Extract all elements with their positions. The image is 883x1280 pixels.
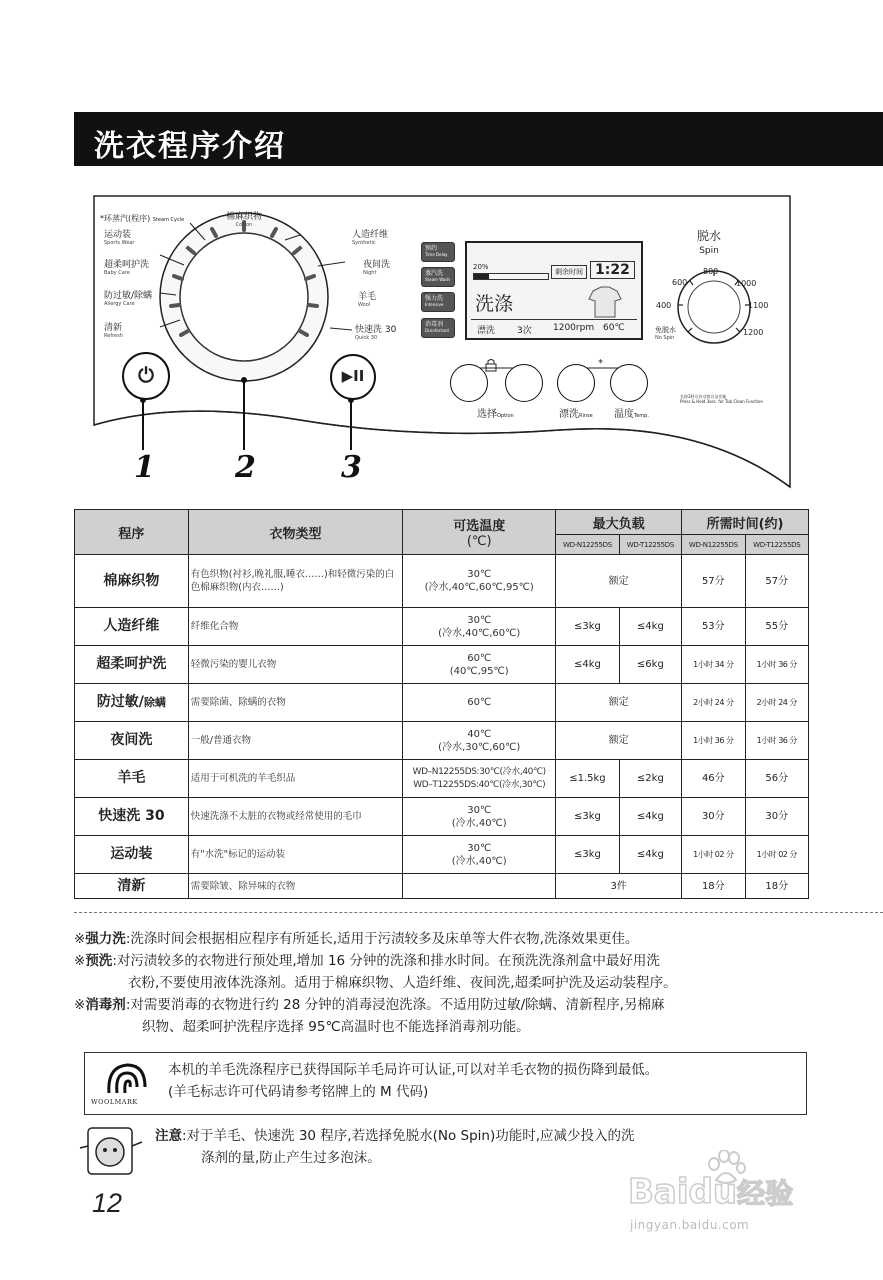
spin-nospin-zh: 免脱水 — [655, 326, 676, 334]
row-time-b: 2小时 24 分 — [745, 684, 808, 722]
lcd-display — [465, 241, 643, 340]
watermark-cn: 经验 — [737, 1177, 794, 1210]
row-name: 人造纤维 — [75, 608, 189, 646]
control-panel-diagram — [0, 0, 883, 500]
header-temp-label: 可选温度 — [453, 519, 506, 534]
row-temp-options: (冷水,40℃,60℃,95℃) — [424, 582, 534, 593]
row-temp — [403, 760, 556, 798]
spin-nospin[interactable] — [655, 325, 676, 341]
header-load-model-b: WD-T12255DS — [619, 535, 681, 555]
row-load-a: ≤4kg — [556, 646, 619, 684]
program-label-wool-en: Wool — [358, 302, 371, 308]
row-temp — [403, 722, 556, 760]
power-button[interactable] — [122, 352, 170, 400]
header-load-model-a: WD-N12255DS — [556, 535, 619, 555]
rinse-label-en: Rinse — [579, 413, 593, 419]
woolmark-text — [168, 1059, 798, 1103]
program-label-night-en: Night — [363, 270, 377, 276]
program-label-refresh — [104, 323, 123, 339]
tub-clean-note-zh: 长按3秒可启动筒自洁功能 — [680, 394, 727, 399]
program-label-wool — [358, 292, 376, 308]
lcd-status: 洗涤 — [475, 293, 514, 315]
program-label-cotton-en: Cotton — [235, 222, 253, 228]
row-time-a: 2小时 24 分 — [682, 684, 745, 722]
intensive-button[interactable] — [421, 292, 455, 312]
temp-label — [614, 410, 649, 421]
table-row — [75, 608, 809, 646]
caution-term: 注意 — [155, 1128, 182, 1144]
row-temp — [403, 874, 556, 899]
spin-1100[interactable]: 1100 — [748, 301, 769, 310]
row-name: 运动装 — [75, 836, 189, 874]
program-table — [74, 509, 809, 899]
row-load-b: ≤4kg — [619, 836, 681, 874]
intensive-label: 强力洗 — [425, 295, 444, 302]
row-temp-main: 30℃ — [467, 569, 492, 580]
note-mark: ※ — [74, 997, 86, 1013]
program-label-refresh-zh: 清新 — [104, 323, 123, 333]
row-type: 轻微污染的婴儿衣物 — [188, 646, 402, 684]
rinse-label — [559, 410, 593, 421]
row-load: 额定 — [556, 722, 682, 760]
section-divider — [74, 912, 883, 913]
note-prewash — [74, 950, 814, 994]
woolmark-box — [84, 1052, 807, 1115]
spin-600[interactable]: 600 — [672, 278, 688, 287]
row-type: 快速洗涤不太脏的衣物或经常使用的毛巾 — [188, 798, 402, 836]
row-temp — [403, 798, 556, 836]
row-temp-main: 30℃ — [467, 842, 492, 854]
row-type: 需要除菌、除螨的衣物 — [188, 684, 402, 722]
row-time-a: 30分 — [682, 798, 745, 836]
woolmark-line1: 本机的羊毛洗涤程序已获得国际羊毛局许可认证,可以对羊毛衣物的损伤降到最低。 — [168, 1062, 659, 1078]
steam-wash-label-en: Steam Wash — [425, 277, 450, 282]
row-temp-options: (40℃,95℃) — [449, 665, 509, 677]
note-intensive — [74, 928, 814, 950]
intensive-label-en: Intensive — [425, 302, 444, 307]
program-label-allergy — [104, 291, 152, 307]
row-temp-options: (冷水,40℃) — [451, 817, 507, 829]
lcd-remaining-label: 剩余时间 — [551, 265, 587, 279]
lcd-progress-text: 20% — [473, 263, 489, 271]
row-load-a: ≤1.5kg — [556, 760, 619, 798]
row-temp-options: (冷水,40℃) — [451, 855, 507, 867]
temp-button[interactable] — [610, 364, 648, 402]
header-program: 程序 — [75, 510, 189, 555]
steam-cycle-label: *环蒸汽(程序) — [100, 214, 151, 223]
program-label-quick30 — [355, 325, 396, 341]
option-button-right[interactable] — [505, 364, 543, 402]
row-temp-main: WD–N12255DS:30℃(冷水,40℃) — [412, 766, 546, 777]
row-type: 适用于可机洗的羊毛织品 — [188, 760, 402, 798]
row-load-a: ≤3kg — [556, 798, 619, 836]
note-mark: ※ — [74, 931, 86, 947]
table-row — [75, 760, 809, 798]
row-time-b: 1小时 36 分 — [745, 646, 808, 684]
header-time-model-a: WD-N12255DS — [682, 535, 745, 555]
spin-nospin-en: No Spin — [655, 335, 675, 341]
row-temp-options: (冷水,40℃,60℃) — [438, 627, 521, 639]
program-label-synthetic-zh: 人造纤维 — [352, 230, 389, 240]
callout-number-2: 2 — [235, 450, 256, 485]
program-label-night — [363, 260, 390, 276]
row-time-a: 57分 — [682, 555, 745, 608]
row-time-b: 18分 — [745, 874, 808, 899]
lcd-rinse-label: 漂洗 — [477, 326, 496, 336]
row-temp-main: 40℃ — [467, 728, 492, 740]
lcd-rinse-count: 3次 — [517, 326, 532, 336]
note-mark: ※ — [74, 953, 86, 969]
lcd-temp: 60℃ — [603, 323, 625, 333]
steam-cycle-label-en: Steam Cycle — [152, 217, 185, 223]
program-label-quick30-en: Quick 30 — [355, 335, 378, 341]
header-time: 所需时间(约) — [682, 510, 809, 535]
table-row — [75, 684, 809, 722]
row-name — [75, 684, 189, 722]
note-disinfectant — [74, 994, 814, 1038]
row-time-b: 1小时 36 分 — [745, 722, 808, 760]
tub-clean-star-icon: * — [598, 358, 603, 369]
lcd-rpm: 1200rpm — [553, 323, 595, 333]
program-label-cotton-zh: 棉麻织物 — [226, 212, 263, 222]
row-temp — [403, 555, 556, 608]
program-label-allergy-zh: 防过敏/除螨 — [104, 291, 153, 301]
watermark-brand-b: du — [688, 1172, 738, 1212]
option-label-zh: 选择 — [477, 409, 497, 420]
row-name: 清新 — [75, 874, 189, 899]
spin-title-zh: 脱水 — [697, 229, 722, 243]
spin-1000[interactable]: 1000 — [736, 279, 757, 288]
tub-clean-note-en: Press & Hold 3sec. for Tub Clean Function — [680, 399, 763, 404]
row-time-b: 56分 — [745, 760, 808, 798]
header-temp-unit: (℃) — [466, 534, 492, 549]
play-pause-icon: ▶II — [341, 367, 365, 385]
row-time-a: 18分 — [682, 874, 745, 899]
program-label-babycare — [104, 260, 149, 276]
row-temp — [403, 608, 556, 646]
row-load-b: ≤4kg — [619, 608, 681, 646]
power-icon: ⏻ — [138, 363, 154, 387]
row-temp — [403, 646, 556, 684]
shirt-icon — [585, 285, 625, 321]
row-type: 需要除皱、除异味的衣物 — [188, 874, 402, 899]
row-name: 夜间洗 — [75, 722, 189, 760]
woolmark-logo-text: WOOLMARK — [91, 1098, 138, 1106]
note-sep: : — [112, 953, 117, 969]
program-label-wool-zh: 羊毛 — [358, 292, 377, 302]
disinfectant-button[interactable] — [421, 318, 455, 338]
program-label-night-zh: 夜间洗 — [363, 260, 391, 270]
row-load-b: ≤2kg — [619, 760, 681, 798]
page-title: 洗衣程序介绍 — [94, 129, 286, 164]
row-temp-main: 60℃ — [467, 652, 492, 664]
program-label-sports — [104, 230, 134, 246]
row-name: 羊毛 — [75, 760, 189, 798]
watermark-brand-a: Bai — [628, 1172, 689, 1212]
disinfectant-label: 消毒剂 — [425, 321, 444, 328]
table-row — [75, 646, 809, 684]
note-term: 预洗 — [85, 953, 113, 969]
lcd-bottom-row — [471, 319, 637, 336]
program-label-babycare-en: Baby Care — [104, 270, 130, 276]
row-type: 纤维化合物 — [188, 608, 402, 646]
caution-line2: 涤剂的量,防止产生过多泡沫。 — [201, 1150, 381, 1166]
watermark-brand — [628, 1172, 793, 1212]
time-delay-label-en: Time Delay — [425, 252, 448, 257]
note-text: 对污渍较多的衣物进行预处理,增加 16 分钟的洗涤和排水时间。在预洗洗涤剂盒中最好用洗 — [116, 953, 660, 969]
rinse-label-zh: 漂洗 — [559, 409, 579, 420]
program-label-sports-en: Sports Wear — [104, 240, 135, 246]
child-lock-icon — [483, 358, 499, 372]
row-time-a: 1小时 02 分 — [682, 836, 745, 874]
page-number: 12 — [92, 1188, 123, 1218]
time-delay-label: 预约 — [425, 245, 438, 252]
row-time-b: 1小时 02 分 — [745, 836, 808, 874]
program-label-cotton — [226, 212, 262, 228]
option-label — [477, 410, 514, 421]
woolmark-line2: (羊毛标志许可代码请参考铭牌上的 M 代码) — [168, 1084, 429, 1100]
caution-line1: :对于羊毛、快速洗 30 程序,若选择免脱水(No Spin)功能时,应减少投入的洗 — [182, 1128, 635, 1144]
row-load: 3件 — [556, 874, 682, 899]
baidu-watermark — [628, 1150, 868, 1240]
watermark-url: jingyan.baidu.com — [630, 1218, 750, 1232]
row-load: 额定 — [556, 555, 682, 608]
temp-label-zh: 温度 — [614, 409, 634, 420]
program-label-synthetic — [352, 230, 388, 246]
steam-wash-label: 蒸汽洗 — [425, 270, 444, 277]
spin-title-en: Spin — [699, 246, 719, 256]
row-name: 快速洗 30 — [75, 798, 189, 836]
spin-800[interactable]: 800 — [703, 267, 719, 276]
rinse-button[interactable] — [557, 364, 595, 402]
note-text-continued: 衣粉,不要使用液体洗涤剂。适用于棉麻织物、人造纤维、夜间洗,超柔呵护洗及运动装程序。 — [128, 975, 677, 991]
table-row — [75, 555, 809, 608]
row-name: 超柔呵护洗 — [75, 646, 189, 684]
row-type: 一般/普通衣物 — [188, 722, 402, 760]
lcd-progress-bar — [473, 273, 549, 280]
woolmark-logo-icon — [97, 1057, 157, 1101]
row-load-b: ≤4kg — [619, 798, 681, 836]
row-name-main: 防过敏/ — [96, 694, 144, 710]
row-load: 额定 — [556, 684, 682, 722]
option-label-en: Option — [497, 413, 514, 419]
program-label-allergy-en: Allergy Care — [104, 301, 135, 307]
row-load-a: ≤3kg — [556, 608, 619, 646]
row-name: 棉麻织物 — [75, 555, 189, 608]
note-term: 强力洗 — [85, 931, 126, 947]
header-load: 最大负载 — [556, 510, 682, 535]
row-time-a: 46分 — [682, 760, 745, 798]
program-label-babycare-zh: 超柔呵护洗 — [104, 260, 150, 270]
spin-1200[interactable]: 1200 — [743, 328, 764, 337]
note-text: 洗涤时间会根据相应程序有所延长,适用于污渍较多及床单等大件衣物,洗涤效果更佳。 — [130, 931, 639, 947]
row-name-suffix: 除螨 — [143, 696, 166, 709]
program-label-quick30-zh: 快速洗 30 — [355, 325, 397, 335]
program-label-sports-zh: 运动装 — [104, 230, 132, 240]
table-row — [75, 722, 809, 760]
row-load-a: ≤3kg — [556, 836, 619, 874]
callout-number-3: 3 — [341, 450, 362, 485]
start-pause-button[interactable] — [330, 354, 376, 400]
table-row — [75, 798, 809, 836]
program-label-synthetic-en: Synthetic — [352, 240, 376, 246]
row-temp: 60℃ — [403, 684, 556, 722]
row-temp — [403, 836, 556, 874]
time-delay-button[interactable] — [421, 242, 455, 262]
disinfectant-label-en: Disinfectant — [425, 328, 450, 333]
row-type: 有"水洗"标记的运动装 — [188, 836, 402, 874]
row-temp-options: (冷水,30℃,60℃) — [438, 741, 521, 753]
row-time-a: 1小时 36 分 — [682, 722, 745, 760]
row-time-b: 57分 — [745, 555, 808, 608]
spin-400[interactable]: 400 — [656, 301, 672, 310]
table-row — [75, 836, 809, 874]
row-time-b: 30分 — [745, 798, 808, 836]
row-temp-main: 30℃ — [467, 804, 492, 816]
washing-machine-mascot-icon — [76, 1118, 146, 1178]
table-row — [75, 874, 809, 899]
row-type: 有色织物(衬衫,晚礼服,睡衣……)和轻微污染的白色棉麻织物(内衣……) — [188, 555, 402, 608]
spin-title — [697, 230, 721, 258]
lcd-remaining-time: 1:22 — [590, 261, 635, 279]
row-load-b: ≤6kg — [619, 646, 681, 684]
note-sep: : — [125, 931, 131, 947]
header-time-model-b: WD-T12255DS — [745, 535, 808, 555]
steam-wash-button[interactable] — [421, 267, 455, 287]
row-time-b: 55分 — [745, 608, 808, 646]
note-text-continued: 织物、超柔呵护洗程序选择 95℃高温时也不能选择消毒剂功能。 — [142, 1019, 530, 1035]
row-temp-main: 30℃ — [467, 614, 492, 626]
header-temp — [403, 510, 556, 555]
note-sep: : — [125, 997, 131, 1013]
program-label-refresh-en: Refresh — [104, 333, 123, 339]
tub-clean-note — [680, 394, 770, 404]
row-time-a: 1小时 34 分 — [682, 646, 745, 684]
note-term: 消毒剂 — [85, 997, 126, 1013]
header-type: 衣物类型 — [188, 510, 402, 555]
callout-number-1: 1 — [134, 450, 155, 485]
lcd-progress-fill — [474, 274, 489, 279]
row-time-a: 53分 — [682, 608, 745, 646]
note-text: 对需要消毒的衣物进行约 28 分钟的消毒浸泡洗涤。不适用防过敏/除螨、清新程序,另棉麻 — [130, 997, 665, 1013]
row-temp-options: WD–T12255DS:40℃(冷水,30℃) — [413, 779, 546, 790]
temp-label-en: Temp. — [634, 413, 649, 419]
